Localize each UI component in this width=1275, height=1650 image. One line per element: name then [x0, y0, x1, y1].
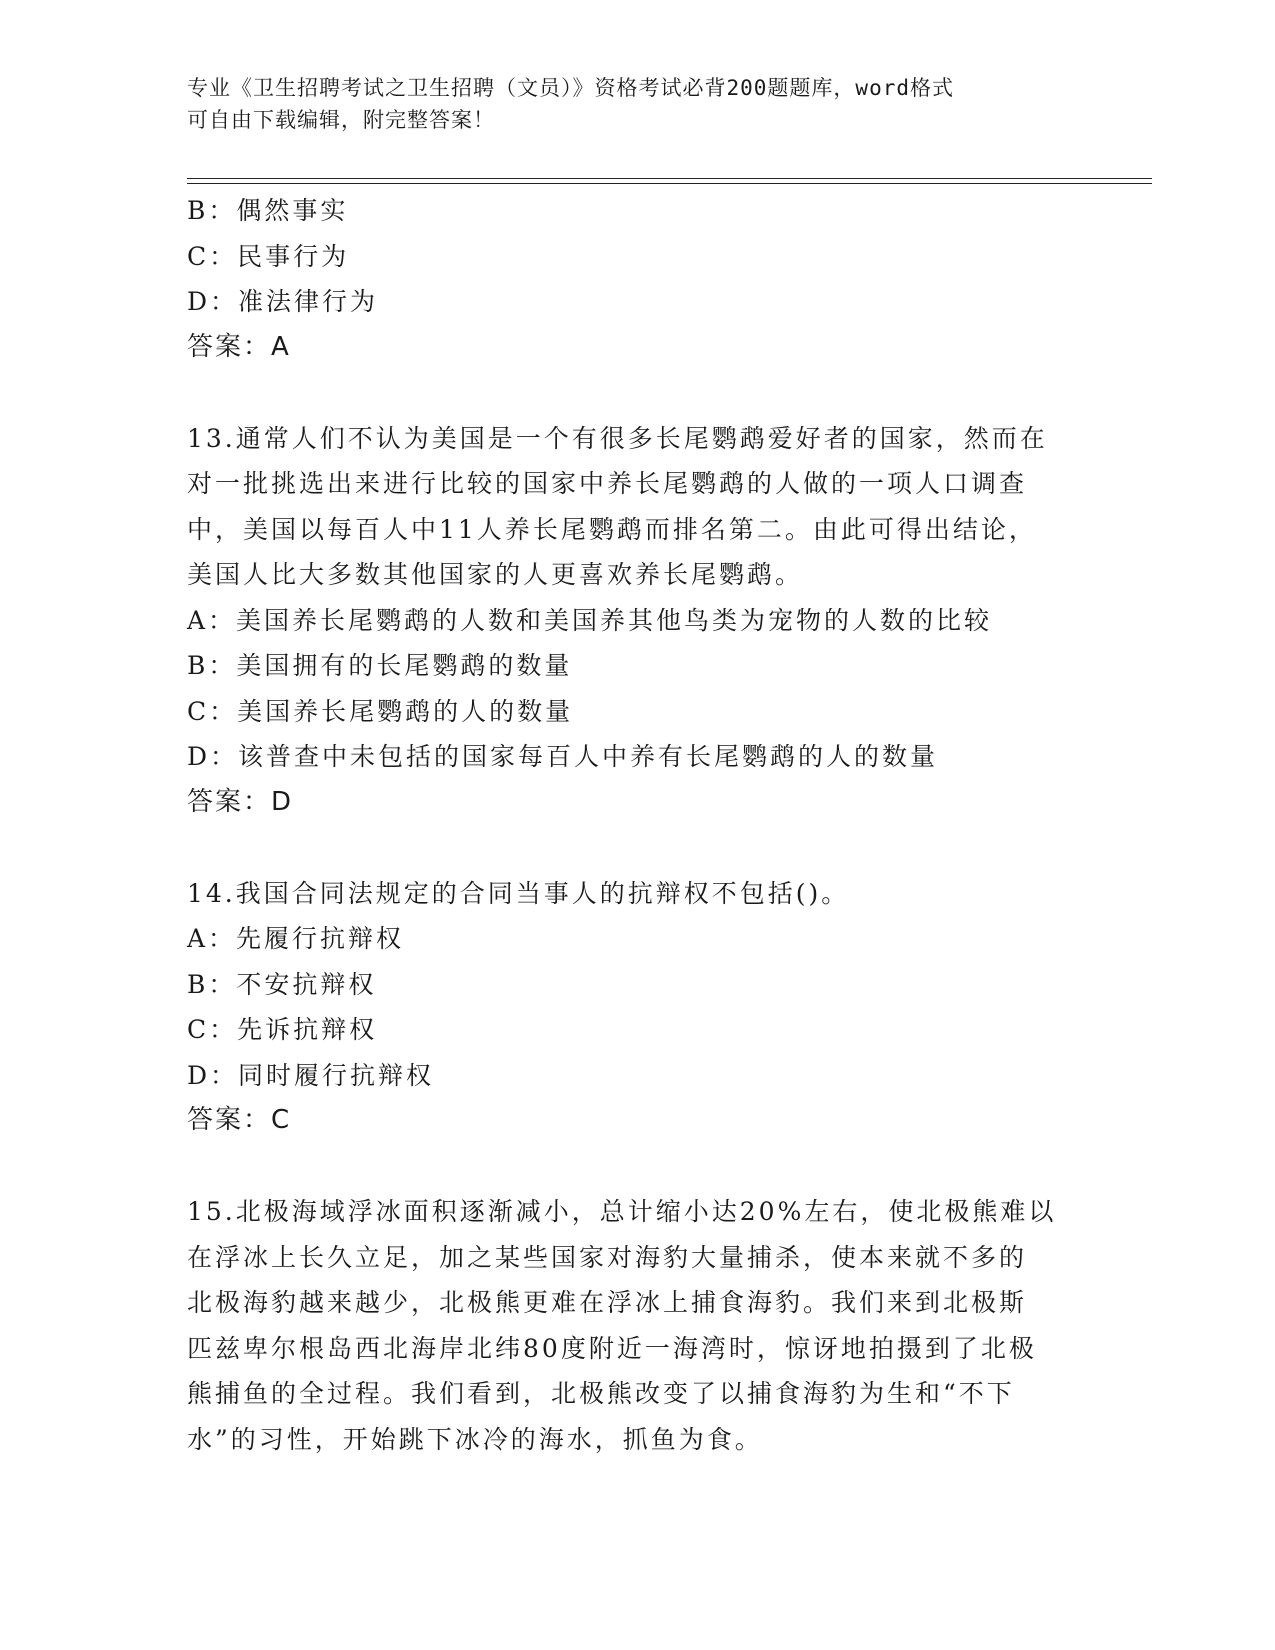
option-c: C：民事行为 — [187, 241, 350, 271]
question-line: 对一批挑选出来进行比较的国家中养长尾鹦鹉的人做的一项人口调查 — [187, 469, 1028, 498]
answer-line: 答案：D — [187, 786, 294, 817]
question-line: 中，美国以每百人中11人养长尾鹦鹉而排名第二。由此可得出结论， — [187, 514, 1037, 544]
option-b: B：美国拥有的长尾鹦鹉的数量 — [187, 651, 573, 680]
question-line: 水”的习性，开始跳下冰冷的海水，抓鱼为食。 — [187, 1424, 763, 1454]
option-c: C：美国养长尾鹦鹉的人的数量 — [187, 696, 574, 726]
question-line: 熊捕鱼的全过程。我们看到，北极熊改变了以捕食海豹为生和“不下 — [187, 1379, 1015, 1408]
option-d: D：该普查中未包括的国家每百人中养有长尾鹦鹉的人的数量 — [187, 742, 939, 771]
header-line-2: 可自由下载编辑，附完整答案！ — [187, 108, 495, 132]
question-text — [187, 1189, 1087, 1462]
spacer — [187, 1144, 1087, 1190]
header-rule-top — [187, 178, 1152, 179]
document-header — [187, 72, 1087, 136]
option-c: C：先诉抗辩权 — [187, 1015, 378, 1044]
option-d: D：同时履行抗辩权 — [187, 1060, 435, 1090]
question-line: 13.通常人们不认为美国是一个有很多长尾鹦鹉爱好者的国家，然而在 — [187, 423, 1048, 453]
answer-line: 答案：A — [187, 331, 291, 362]
option-b: B：偶然事实 — [187, 196, 349, 225]
question-line: 15.北极海域浮冰面积逐渐减小，总计缩小达20%左右，使北极熊难以 — [187, 1197, 1057, 1226]
question-line: 14.我国合同法规定的合同当事人的抗辩权不包括()。 — [187, 878, 850, 908]
option-d: D：准法律行为 — [187, 287, 379, 316]
option-a: A：美国养长尾鹦鹉的人数和美国养其他鸟类为宠物的人数的比较 — [187, 605, 993, 635]
spacer — [187, 370, 1087, 416]
question-15 — [187, 1189, 1087, 1462]
answer-line: 答案：C — [187, 1105, 292, 1135]
question-14 — [187, 871, 1087, 1144]
question-line: 北极海豹越来越少，北极熊更难在浮冰上捕食海豹。我们来到北极斯 — [187, 1288, 1028, 1317]
question-text — [187, 416, 1087, 598]
header-rule-bottom — [187, 183, 1152, 184]
question-12-continued — [187, 188, 1087, 370]
question-line: 在浮冰上长久立足，加之某些国家对海豹大量捕杀，使本来就不多的 — [187, 1242, 1028, 1272]
question-line: 匹兹卑尔根岛西北海岸北纬80度附近一海湾时，惊讶地拍摄到了北极 — [187, 1333, 1037, 1363]
option-b: B：不安抗辩权 — [187, 969, 377, 999]
question-line: 美国人比大多数其他国家的人更喜欢养长尾鹦鹉。 — [187, 560, 804, 589]
question-13 — [187, 416, 1087, 826]
header-line-1: 专业《卫生招聘考试之卫生招聘（文员）》资格考试必背200题题库，word格式 — [187, 76, 954, 100]
question-text — [187, 871, 1087, 917]
document-body — [187, 188, 1087, 1462]
spacer — [187, 825, 1087, 871]
option-a: A：先履行抗辩权 — [187, 924, 405, 953]
